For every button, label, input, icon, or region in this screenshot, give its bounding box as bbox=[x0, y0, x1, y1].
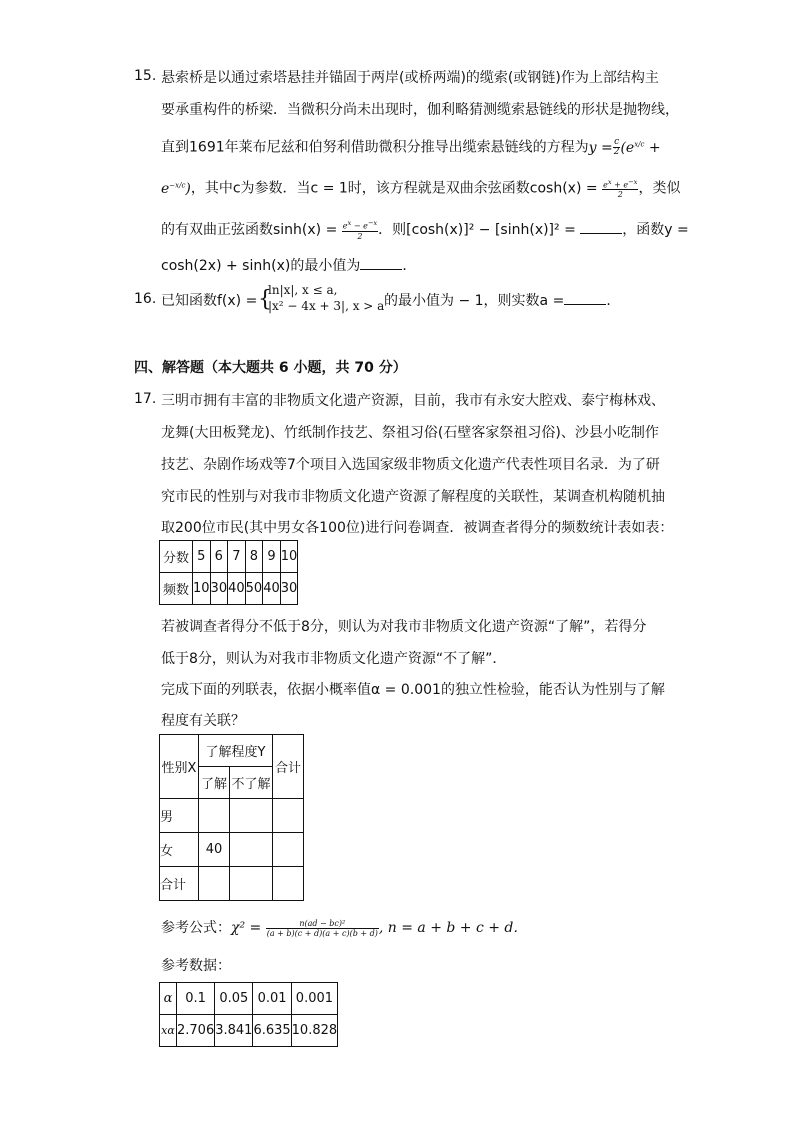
table-header-cell: 不了解 bbox=[230, 767, 273, 799]
table-cell: 40 bbox=[263, 573, 281, 605]
q16-min-text: 的最小值为 − 1，则实数a = bbox=[384, 293, 565, 309]
table-cell bbox=[273, 867, 304, 901]
q17-line-2: 龙舞(大田板凳龙)、竹纸制作技艺、祭祖习俗(石壁客家祭祖习俗)、沙县小吃制作 bbox=[161, 425, 659, 441]
question-15-number: 15. bbox=[134, 68, 157, 84]
sinh-fraction: $\frac{e^x - e^{-x}}{2}$ bbox=[342, 219, 378, 241]
formula-label: 参考公式： bbox=[161, 920, 231, 936]
formula-numerator: n(ad − bc)² bbox=[266, 919, 379, 929]
q16-tail bbox=[384, 291, 620, 311]
q17-line-4: 究市民的性别与对我市非物质文化遗产资源了解程度的关联性，某调查机构随机抽 bbox=[161, 489, 665, 505]
table-cell: 5 bbox=[193, 541, 211, 573]
q16-end: ． bbox=[606, 293, 621, 309]
table-row bbox=[160, 1015, 338, 1047]
section-heading: 四、解答题（本大题共 6 小题，共 70 分） bbox=[134, 360, 407, 376]
q15-line-3-text: 直到1691年莱布尼兹和伯努利借助微积分推导出缆索悬链线的方程为 bbox=[161, 139, 589, 156]
table-header-cell: α bbox=[160, 983, 177, 1015]
table-row bbox=[160, 573, 298, 605]
q17-condition-1: 若被调查者得分不低于8分，则认为对我市非物质文化遗产资源“了解”，若得分 bbox=[161, 619, 647, 635]
table-cell bbox=[273, 833, 304, 867]
table-cell: 10 bbox=[280, 541, 298, 573]
q15-line-4 bbox=[161, 175, 680, 199]
table-cell: 8 bbox=[245, 541, 263, 573]
table-row-label: 女 bbox=[160, 833, 199, 867]
formula-lhs: χ² = bbox=[231, 920, 262, 936]
table-row bbox=[160, 541, 298, 573]
table-cell: 50 bbox=[245, 573, 263, 605]
q17-line-5: 取200位市民(其中男女各100位)进行问卷调查．被调查者得分的频数统计表如表： bbox=[161, 520, 674, 536]
table-cell: 10.828 bbox=[291, 1015, 338, 1047]
q15-sinh-text: 的有双曲正弦函数sinh(x) = bbox=[161, 221, 338, 238]
table-cell: 40 bbox=[199, 833, 230, 867]
table-cell: 3.841 bbox=[215, 1015, 253, 1047]
table-cell bbox=[230, 799, 273, 833]
q15-min-text: cosh(2x) + sinh(x)的最小值为 bbox=[161, 258, 361, 274]
question-16-number: 16. bbox=[134, 291, 157, 307]
formula-tail: , n = a + b + c + d． bbox=[378, 920, 528, 936]
table-cell: 30 bbox=[210, 573, 228, 605]
table-header-cell: 频数 bbox=[160, 573, 193, 605]
answer-blank bbox=[360, 257, 402, 270]
table-cell: 0.001 bbox=[291, 983, 338, 1015]
table-row bbox=[160, 983, 338, 1015]
q16-text bbox=[161, 291, 257, 311]
table-cell bbox=[230, 833, 273, 867]
q15-line-4-text: ，其中c为参数．当c = 1时，该方程就是双曲余弦函数cosh(x) = bbox=[190, 180, 598, 197]
formula-denominator: (a + b)(c + d)(a + c)(b + d) bbox=[266, 928, 378, 938]
catenary-formula: y = $\frac{c}{2}$ ($e^{x/c}$ + bbox=[588, 137, 661, 158]
table-cell: 30 bbox=[280, 573, 298, 605]
table-cell: 9 bbox=[263, 541, 281, 573]
piecewise-case-1: ln|x|, x ≤ a, bbox=[268, 283, 338, 297]
q15-line-6-end: ． bbox=[402, 258, 417, 274]
table-header-cell: 分数 bbox=[160, 541, 193, 573]
table-cell: 2.706 bbox=[177, 1015, 215, 1047]
answer-blank bbox=[564, 292, 606, 305]
reference-data-label: 参考数据： bbox=[161, 958, 231, 974]
q17-line-1: 三明市拥有丰富的非物质文化遗产资源，目前，我市有永安大腔戏、泰宁梅林戏、 bbox=[161, 393, 665, 409]
q15-line-6 bbox=[161, 256, 416, 276]
q15-line-4-end: ，类似 bbox=[638, 180, 681, 197]
q15-function-text: ，函数y = bbox=[622, 221, 689, 238]
table-row bbox=[160, 799, 304, 833]
table-total-header: 合计 bbox=[273, 735, 304, 799]
exp-neg-term: $e^{-x/c}$) bbox=[161, 180, 191, 197]
chi-square-fraction bbox=[266, 919, 379, 938]
table-cell: 40 bbox=[228, 573, 246, 605]
table-cell: 0.01 bbox=[253, 983, 291, 1015]
table-group-header: 了解程度Y bbox=[199, 735, 273, 767]
table-cell: 7 bbox=[228, 541, 246, 573]
cosh-fraction: $\frac{e^x + e^{-x}}{2}$ bbox=[603, 177, 638, 200]
reference-table bbox=[159, 982, 338, 1047]
table-row bbox=[160, 833, 304, 867]
table-corner-cell: 性别X bbox=[160, 735, 199, 799]
table-cell bbox=[199, 799, 230, 833]
reference-formula bbox=[161, 918, 527, 938]
q17-task-1: 完成下面的列联表，依据小概率值α = 0.001的独立性检验，能否认为性别与了解 bbox=[161, 682, 665, 698]
table-cell: 6.635 bbox=[253, 1015, 291, 1047]
table-cell: 0.05 bbox=[215, 983, 253, 1015]
table-cell: 10 bbox=[193, 573, 211, 605]
q17-condition-2: 低于8分，则认为对我市非物质文化遗产资源“不了解”． bbox=[161, 651, 507, 667]
table-row bbox=[160, 867, 304, 901]
left-brace-icon: { bbox=[258, 287, 272, 312]
table-header-cell: 了解 bbox=[199, 767, 230, 799]
q17-line-3: 技艺、杂剧作场戏等7个项目入选国家级非物质文化遗产代表性项目名录．为了研 bbox=[161, 457, 660, 473]
q15-line-5 bbox=[161, 219, 689, 241]
table-cell: 6 bbox=[210, 541, 228, 573]
table-cell bbox=[273, 799, 304, 833]
q16-function-label: 已知函数f(x) = bbox=[161, 293, 258, 309]
frequency-table bbox=[159, 540, 298, 605]
table-row-label: 男 bbox=[160, 799, 199, 833]
q15-line-2: 要承重构件的桥梁．当微积分尚未出现时，伽利略猜测缆索悬链线的形状是抛物线， bbox=[161, 102, 679, 118]
question-17-number: 17. bbox=[134, 391, 157, 407]
q15-identity-text: ．则[cosh(x)]² − [sinh(x)]² = bbox=[378, 221, 576, 238]
table-cell bbox=[199, 867, 230, 901]
piecewise-case-2: |x² − 4x + 3|, x > a bbox=[268, 299, 385, 313]
q17-task-2: 程度有关联？ bbox=[161, 713, 245, 729]
q15-line-1: 悬索桥是以通过索塔悬挂并锚固于两岸(或桥两端)的缆索(或钢链)作为上部结构主 bbox=[161, 70, 659, 86]
table-cell: 0.1 bbox=[177, 983, 215, 1015]
contingency-table bbox=[159, 734, 304, 901]
q15-line-3 bbox=[161, 134, 661, 158]
table-cell bbox=[230, 867, 273, 901]
table-header-cell: xα bbox=[160, 1015, 177, 1047]
table-row bbox=[160, 735, 304, 767]
answer-blank bbox=[580, 221, 622, 234]
table-row-label: 合计 bbox=[160, 867, 199, 901]
